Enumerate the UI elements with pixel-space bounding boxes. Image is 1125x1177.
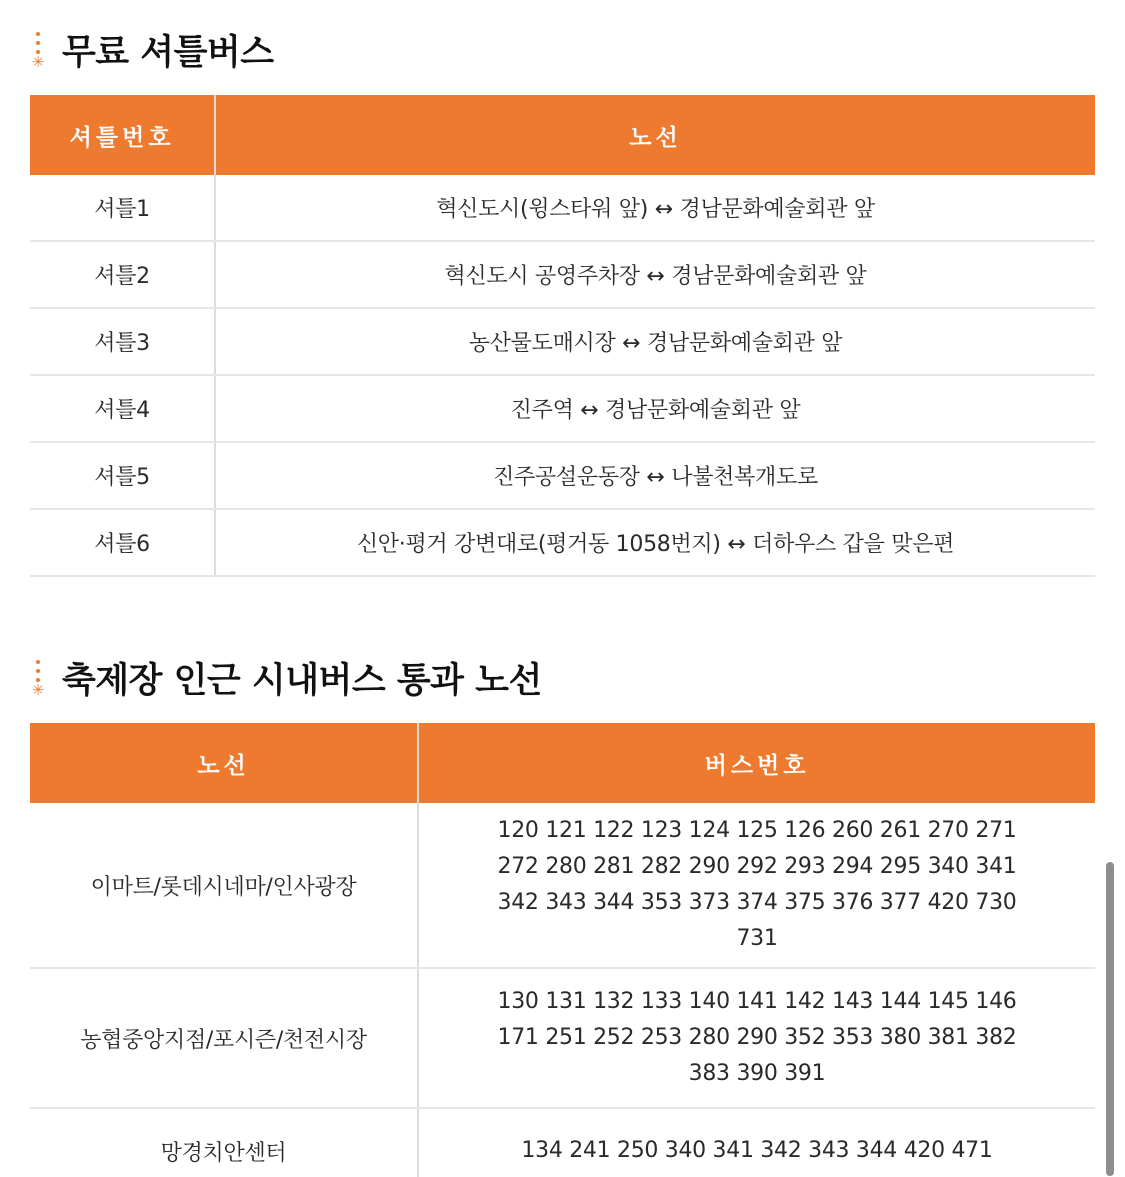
bus-numbers: 134 241 250 340 341 342 343 344 420 471 — [418, 1108, 1095, 1177]
shuttle-route: 혁신도시(윙스타워 앞) ↔ 경남문화예술회관 앞 — [215, 175, 1095, 241]
city-bus-section-heading — [30, 654, 542, 702]
shuttle-section-heading — [30, 26, 274, 74]
column-header-bus-number: 버스번호 — [418, 723, 1095, 803]
column-header-shuttle-number: 셔틀번호 — [30, 95, 215, 175]
shuttle-route: 혁신도시 공영주차장 ↔ 경남문화예술회관 앞 — [215, 241, 1095, 308]
table-row — [30, 803, 1095, 968]
column-header-route: 노선 — [215, 95, 1095, 175]
shuttle-route: 농산물도매시장 ↔ 경남문화예술회관 앞 — [215, 308, 1095, 375]
vertical-scrollbar[interactable] — [1106, 862, 1114, 1176]
bus-stop-route: 망경치안센터 — [30, 1108, 418, 1177]
shuttle-route: 진주역 ↔ 경남문화예술회관 앞 — [215, 375, 1095, 442]
table-row — [30, 442, 1095, 509]
shuttle-route: 진주공설운동장 ↔ 나불천복개도로 — [215, 442, 1095, 509]
table-row — [30, 509, 1095, 576]
bus-stop-route: 농협중앙지점/포시즌/천전시장 — [30, 968, 418, 1108]
shuttle-number: 셔틀5 — [30, 442, 215, 509]
table-row — [30, 241, 1095, 308]
section-bullet-icon: ✳ — [30, 658, 48, 698]
city-bus-section-title: 축제장 인근 시내버스 통과 노선 — [62, 661, 542, 701]
shuttle-number: 셔틀4 — [30, 375, 215, 442]
section-bullet-icon: ✳ — [30, 30, 48, 70]
shuttle-number: 셔틀2 — [30, 241, 215, 308]
shuttle-number: 셔틀1 — [30, 175, 215, 241]
column-header-route: 노선 — [30, 723, 418, 803]
table-row — [30, 308, 1095, 375]
city-bus-table-header — [30, 723, 1095, 803]
table-row — [30, 175, 1095, 241]
city-bus-table — [30, 723, 1095, 1177]
table-row — [30, 375, 1095, 442]
table-row — [30, 968, 1095, 1108]
table-row — [30, 1108, 1095, 1177]
shuttle-number: 셔틀6 — [30, 509, 215, 576]
shuttle-route: 신안·평거 강변대로(평거동 1058번지) ↔ 더하우스 갑을 맞은편 — [215, 509, 1095, 576]
bus-numbers: 120 121 122 123 124 125 126 260 261 270 271 272 280 281 282 290 292 293 294 295 340 341 342 343 344 353 373 374 375 376 377 420 730 731 — [418, 803, 1095, 968]
shuttle-section-title: 무료 셔틀버스 — [62, 33, 274, 73]
shuttle-number: 셔틀3 — [30, 308, 215, 375]
bus-numbers: 130 131 132 133 140 141 142 143 144 145 146 171 251 252 253 280 290 352 353 380 381 382 383 390 391 — [418, 968, 1095, 1108]
shuttle-table — [30, 95, 1095, 577]
shuttle-table-header — [30, 95, 1095, 175]
bus-stop-route: 이마트/롯데시네마/인사광장 — [30, 803, 418, 968]
